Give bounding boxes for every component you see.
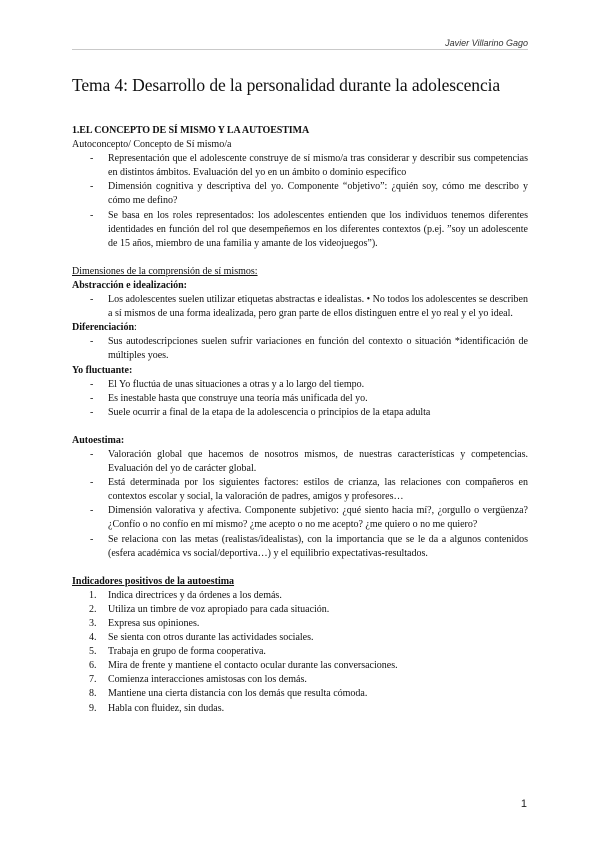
- list-item: - Está determinada por los siguientes factores: estilos de crianza, las relaciones con compañeros en contextos escolar y social, la valoración de padres, amigos y profesores…: [72, 476, 528, 504]
- abstraction-heading: Abstracción e idealización:: [72, 279, 187, 291]
- indicators-heading: Indicadores positivos de la autoestima: [72, 575, 235, 587]
- page-title: Tema 4: Desarrollo de la personalidad durante la adolescencia: [72, 75, 501, 95]
- list-item: 8. Mantiene una cierta distancia con los demás que resulta cómoda.: [89, 688, 368, 700]
- list-item: 5. Trabaja en grupo de forma cooperativa.: [89, 646, 266, 658]
- section-subtitle: Autoconcepto/ Concepto de Sí mismo/a: [72, 139, 232, 151]
- fluctuating-list: [72, 378, 528, 420]
- document-body: [72, 124, 528, 716]
- selfconcept-list: [72, 152, 528, 251]
- list-item: - Dimensión valorativa y afectiva. Componente subjetivo: ¿qué siento hacia mí?, ¿orgullo o vergüenza? ¿Confío o no confío en mí mismo? ¿me acepto o no me acepto? ¿me quiero o no me quiero?: [72, 504, 528, 532]
- list-item: - Los adolescentes suelen utilizar etiquetas abstractas e idealistas. • No todos los adolescentes se describen a sí mismos de una forma idealizada, pero gran parte de ellos distinguen entre el yo real y el yo ideal.: [72, 293, 528, 321]
- page-number: 1: [520, 798, 527, 810]
- list-item: 2. Utiliza un timbre de voz apropiado para cada situación.: [89, 603, 330, 615]
- fluctuating-heading: Yo fluctuante:: [72, 364, 133, 376]
- differentiation-heading-line: [72, 321, 528, 335]
- differentiation-list: [72, 335, 528, 363]
- list-item: - Se relaciona con las metas (realistas/idealistas), con la importancia que se le da a algunos contenidos (esfera académica vs social/deportiva…) y el equilibrio expectativas-resultados.: [72, 533, 528, 561]
- header-author: Javier Villarino Gago: [445, 38, 528, 48]
- list-item: - Suele ocurrir a final de la etapa de la adolescencia o principios de la etapa adulta: [72, 406, 528, 420]
- header-rule: [72, 49, 528, 50]
- list-item: 9. Habla con fluidez, sin dudas.: [89, 702, 225, 714]
- indicators-list: [72, 589, 528, 716]
- list-item: - Dimensión cognitiva y descriptiva del yo. Componente “objetivo”: ¿quién soy, cómo me describo y cómo me defino?: [72, 180, 528, 208]
- list-item: 4. Se sienta con otros durante las actividades sociales.: [89, 632, 314, 644]
- list-item: - Sus autodescripciones suelen sufrir variaciones en función del contexto o situación *identificación de múltiples yoes.: [72, 335, 528, 363]
- selfesteem-heading: Autoestima:: [72, 434, 125, 446]
- abstraction-list: [72, 293, 528, 321]
- differentiation-heading: Diferenciación: [72, 322, 135, 334]
- list-item: - Es inestable hasta que construye una teoría más unificada del yo.: [72, 392, 528, 406]
- list-item: - Valoración global que hacemos de nosotros mismos, de nuestras características y competencias. Evaluación del yo de carácter global.: [72, 448, 528, 476]
- list-item: 1. Indica directrices y da órdenes a los demás.: [89, 589, 282, 601]
- selfesteem-list: [72, 448, 528, 561]
- differentiation-colon: :: [134, 322, 137, 334]
- list-item: - Representación que el adolescente construye de sí mismo/a tras considerar y describir sus competencias en distintos ámbitos. Evaluación del yo en un ámbito o dominio específico: [72, 152, 528, 180]
- list-item: 6. Mira de frente y mantiene el contacto ocular durante las conversaciones.: [89, 660, 398, 672]
- dimensions-heading: Dimensiones de la comprensión de sí mismos:: [72, 265, 258, 277]
- list-item: 7. Comienza interacciones amistosas con los demás.: [89, 674, 307, 686]
- list-item: - Se basa en los roles representados: los adolescentes entienden que los individuos tenemos diferentes identidades en función del rol que desempeñemos en los diferentes contextos (p.ej. ”soy un adolescente de 15 años, miembro de una familia y amante de los videojuegos”).: [72, 209, 528, 251]
- list-item: 3. Expresa sus opiniones.: [89, 618, 200, 629]
- section-heading: 1.EL CONCEPTO DE SÍ MISMO Y LA AUTOESTIMA: [72, 125, 310, 136]
- list-item: - El Yo fluctúa de unas situaciones a otras y a lo largo del tiempo.: [72, 378, 528, 392]
